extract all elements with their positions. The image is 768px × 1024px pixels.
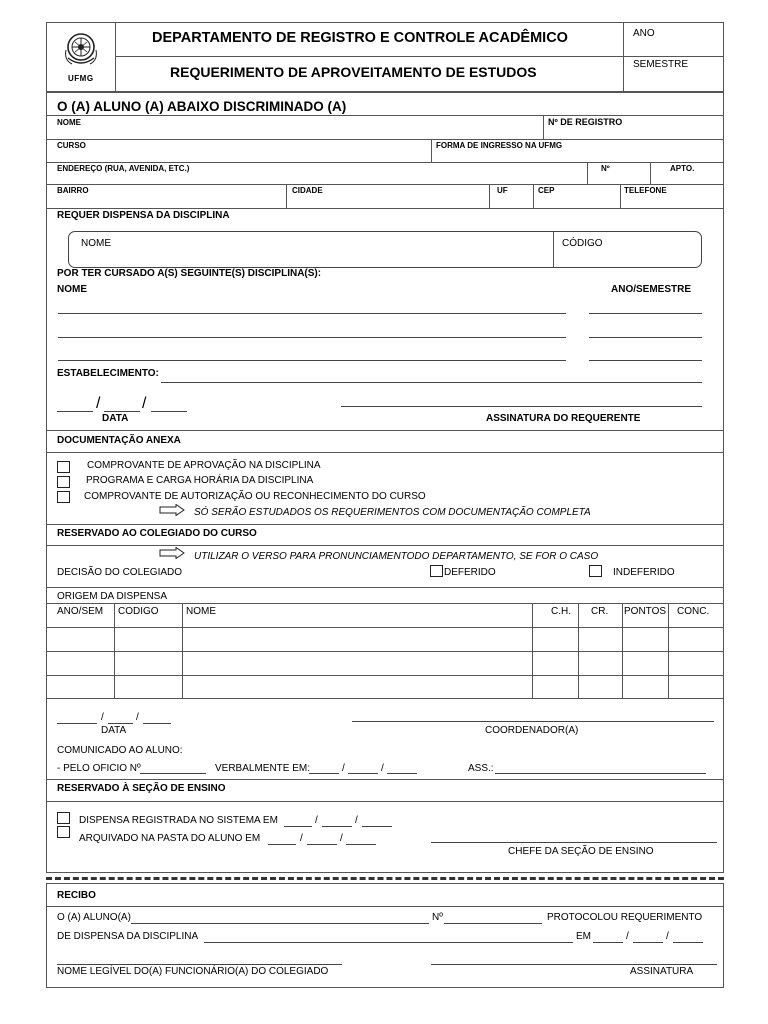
cursado-heading: POR TER CURSADO A(S) SEGUINTE(S) DISCIPLINA(S): [57, 268, 322, 279]
chefe-label: CHEFE DA SEÇÃO DE ENSINO [508, 846, 654, 857]
table-line [668, 603, 669, 698]
telefone-label: TELEFONE [624, 186, 667, 195]
funcionario-line[interactable] [57, 964, 342, 965]
date-slash: / [96, 395, 101, 412]
comunicado-label: COMUNICADO AO ALUNO: [57, 745, 183, 756]
arquivado-month-line[interactable] [307, 844, 337, 845]
date-slash: / [340, 833, 343, 844]
table-line [578, 603, 579, 698]
cut-line [46, 877, 724, 880]
curso-label: CURSO [57, 141, 86, 150]
date-slash: / [300, 833, 303, 844]
col-line [489, 184, 490, 208]
ano-semestre-line-1[interactable] [589, 313, 702, 314]
deferido-label: DEFERIDO [444, 567, 496, 578]
header-divider [623, 22, 624, 92]
row-line [46, 162, 724, 163]
cursado-line-3[interactable] [58, 360, 566, 361]
date-year-line[interactable] [151, 411, 187, 412]
table-header-ch: C.H. [551, 606, 571, 617]
recibo-dispensa-label: DE DISPENSA DA DISCIPLINA [57, 931, 199, 942]
row-line [46, 115, 724, 116]
coat-of-arms-icon [58, 28, 104, 74]
checkbox-arquivado[interactable] [57, 826, 70, 838]
col-line [533, 184, 534, 208]
endereco-label: ENDEREÇO (RUA, AVENIDA, ETC.) [57, 164, 190, 173]
dispensa-heading: REQUER DISPENSA DA DISCIPLINA [57, 210, 230, 221]
arquivado-year-line[interactable] [346, 844, 376, 845]
coordenador-label: COORDENADOR(A) [485, 725, 579, 736]
table-header-cr: CR. [591, 606, 609, 617]
chefe-line[interactable] [431, 842, 717, 843]
table-header-ano-sem: ANO/SEM [57, 606, 104, 617]
decisao-label: DECISÃO DO COLEGIADO [57, 567, 183, 578]
documentacao-heading: DOCUMENTAÇÃO ANEXA [57, 435, 181, 446]
registro-label: Nº DE REGISTRO [548, 117, 623, 127]
ass-line[interactable] [495, 773, 706, 774]
estabelecimento-line[interactable] [161, 382, 702, 383]
arquivado-day-line[interactable] [268, 844, 296, 845]
recibo-aluno-label: O (A) ALUNO(A) [57, 912, 131, 923]
assinatura-label: ASSINATURA DO REQUERENTE [486, 413, 641, 424]
row-line [46, 587, 724, 588]
verbalmente-label: VERBALMENTE EM: [215, 763, 311, 774]
ano-semestre-line-2[interactable] [589, 337, 702, 338]
recibo-month-line[interactable] [633, 942, 663, 943]
indeferido-label: INDEFERIDO [613, 567, 675, 578]
arrow-right-icon [159, 547, 185, 559]
funcionario-label: NOME LEGÍVEL DO(A) FUNCIONÁRIO(A) DO COLEGIADO [57, 966, 329, 977]
documentacao-note: SÓ SERÃO ESTUDADOS OS REQUERIMENTOS COM DOCUMENTAÇÃO COMPLETA [194, 507, 591, 518]
verbal-date-month-line[interactable] [348, 773, 378, 774]
coordenador-line[interactable] [352, 721, 714, 722]
origem-label: ORIGEM DA DISPENSA [57, 591, 168, 602]
registrada-year-line[interactable] [362, 826, 392, 827]
table-line [532, 603, 533, 698]
col-line [286, 184, 287, 208]
dispensa-disciplina-box[interactable] [68, 231, 702, 268]
row-line [46, 545, 724, 546]
recibo-day-line[interactable] [593, 942, 623, 943]
date-slash: / [666, 931, 669, 942]
verbal-date-year-line[interactable] [387, 773, 417, 774]
ass-label: ASS.: [468, 763, 494, 774]
oficio-number-line[interactable] [140, 773, 206, 774]
doc-item-2: PROGRAMA E CARGA HORÁRIA DA DISCIPLINA [86, 475, 314, 486]
pelo-oficio-label: - PELO OFICIO Nº [57, 763, 141, 774]
coord-date-year-line[interactable] [143, 723, 171, 724]
recibo-year-line[interactable] [673, 942, 703, 943]
coord-date-day-line[interactable] [57, 723, 97, 724]
cep-label: CEP [538, 186, 555, 195]
date-slash: / [136, 712, 139, 723]
dispensa-nome-label: NOME [81, 238, 111, 249]
checkbox-comprovante-aprovacao[interactable] [57, 461, 70, 473]
data-label: DATA [102, 413, 129, 424]
checkbox-indeferido[interactable] [589, 565, 602, 577]
row-line [46, 906, 724, 907]
doc-item-3: COMPROVANTE DE AUTORIZAÇÃO OU RECONHECIMENTO DO CURSO [84, 491, 426, 502]
ufmg-logo [58, 28, 104, 84]
forma-ingresso-label: FORMA DE INGRESSO NA UFMG [436, 141, 563, 150]
colegiado-note: UTILIZAR O VERSO PARA PRONUNCIAMENTODO DEPARTAMENTO, SE FOR O CASO [194, 551, 599, 562]
nome-label: NOME [57, 118, 81, 127]
cursado-line-1[interactable] [58, 313, 566, 314]
numero-label: Nº [601, 164, 610, 173]
header-divider [115, 22, 116, 92]
row-line [46, 452, 724, 453]
checkbox-dispensa-registrada[interactable] [57, 812, 70, 824]
bairro-label: BAIRRO [57, 186, 89, 195]
table-line [182, 603, 183, 698]
row-line [46, 524, 724, 525]
header-divider [115, 56, 724, 57]
dispensa-codigo-label: CÓDIGO [562, 238, 603, 249]
date-slash: / [101, 712, 104, 723]
col-line [650, 162, 651, 184]
department-title: DEPARTAMENTO DE REGISTRO E CONTROLE ACADÊMICO [152, 30, 568, 46]
ano-label: ANO [633, 28, 655, 39]
form-title: REQUERIMENTO DE APROVEITAMENTO DE ESTUDOS [170, 64, 537, 80]
protocolou-label: PROTOCOLOU REQUERIMENTO [547, 912, 703, 923]
col-line [620, 184, 621, 208]
checkbox-programa-carga[interactable] [57, 476, 70, 488]
col-line [431, 139, 432, 162]
apto-label: APTO. [670, 164, 695, 173]
origem-table [46, 603, 724, 699]
checkbox-comprovante-autorizacao[interactable] [57, 491, 70, 503]
ano-semestre-label: ANO/SEMESTRE [611, 284, 692, 295]
date-slash: / [342, 763, 345, 774]
colegiado-heading: RESERVADO AO COLEGIADO DO CURSO [57, 528, 257, 539]
recibo-assinatura-label: ASSINATURA [630, 966, 694, 977]
cursado-nome-label: NOME [57, 284, 87, 295]
row-line [46, 184, 724, 185]
table-line [622, 603, 623, 698]
col-line [543, 115, 544, 139]
table-line [46, 698, 724, 699]
date-slash: / [142, 395, 147, 412]
row-line [46, 801, 724, 802]
row-line [46, 779, 724, 780]
estabelecimento-label: ESTABELECIMENTO: [57, 368, 159, 379]
semestre-label: SEMESTRE [633, 59, 689, 70]
logo-text: UFMG [68, 74, 94, 83]
verbal-date-day-line[interactable] [309, 773, 339, 774]
table-header-codigo: CODIGO [118, 606, 159, 617]
recibo-assinatura-line[interactable] [431, 964, 717, 965]
table-line [114, 603, 115, 698]
recibo-aluno-line[interactable] [131, 923, 429, 924]
row-line [46, 430, 724, 431]
table-header-conc: CONC. [677, 606, 710, 617]
uf-label: UF [497, 186, 508, 195]
recibo-em-label: EM [576, 931, 591, 942]
date-slash: / [315, 815, 318, 826]
registrada-label: DISPENSA REGISTRADA NO SISTEMA EM [79, 815, 278, 826]
row-line [46, 208, 724, 209]
recibo-disciplina-line[interactable] [204, 942, 573, 943]
coord-date-month-line[interactable] [108, 723, 133, 724]
assinatura-line[interactable] [341, 406, 702, 407]
recibo-numero-line[interactable] [444, 923, 542, 924]
date-slash: / [381, 763, 384, 774]
arrow-right-icon [159, 504, 185, 516]
doc-item-1: COMPROVANTE DE APROVAÇÃO NA DISCIPLINA [87, 460, 321, 471]
student-heading: O (A) ALUNO (A) ABAIXO DISCRIMINADO (A) [57, 99, 347, 114]
col-line [553, 232, 554, 268]
registrada-day-line[interactable] [284, 826, 312, 827]
col-line [587, 162, 588, 184]
registrada-month-line[interactable] [322, 826, 352, 827]
table-header-nome: NOME [186, 606, 216, 617]
arquivado-label: ARQUIVADO NA PASTA DO ALUNO EM [79, 833, 261, 844]
ano-semestre-line-3[interactable] [589, 360, 702, 361]
date-day-line[interactable] [57, 411, 93, 412]
secao-ensino-heading: RESERVADO À SEÇÃO DE ENSINO [57, 783, 226, 794]
date-month-line[interactable] [104, 411, 140, 412]
checkbox-deferido[interactable] [430, 565, 443, 577]
cursado-line-2[interactable] [58, 337, 566, 338]
table-header-pontos: PONTOS [624, 606, 667, 617]
recibo-numero-label: Nº [432, 912, 443, 923]
cidade-label: CIDADE [292, 186, 323, 195]
date-slash: / [355, 815, 358, 826]
row-line [46, 139, 724, 140]
date-slash: / [626, 931, 629, 942]
recibo-heading: RECIBO [57, 890, 96, 901]
coord-data-label: DATA [101, 725, 127, 736]
